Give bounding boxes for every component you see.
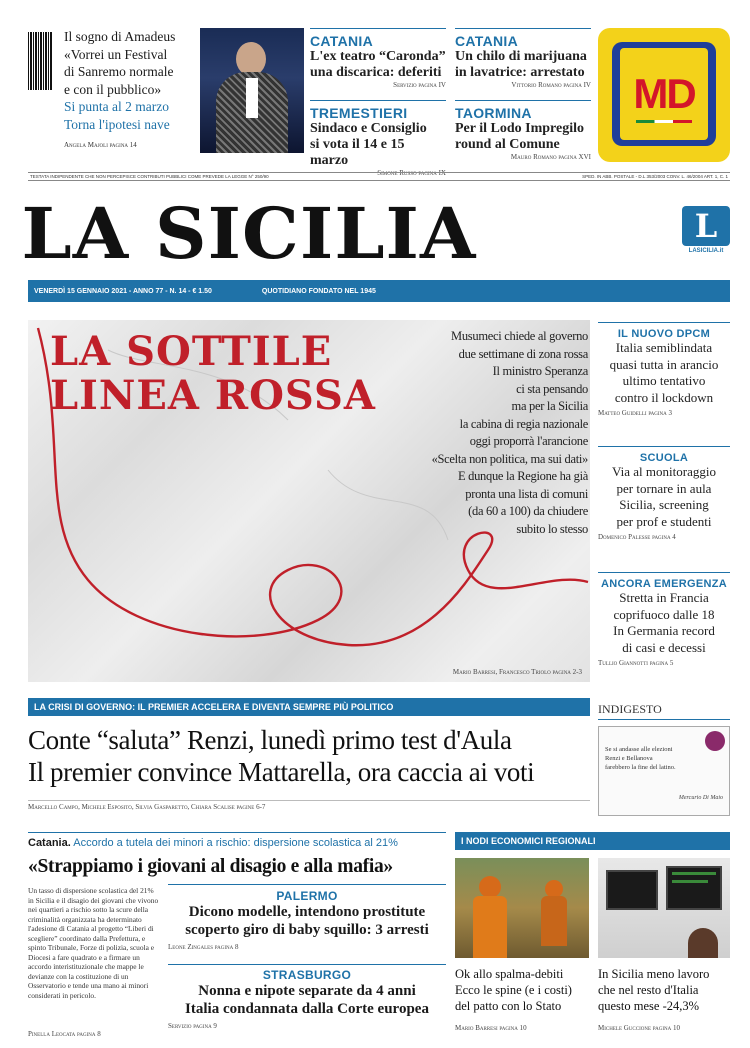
palermo-page: pagina 8 <box>214 943 239 951</box>
strasburgo-headline-2: Italia condannata dalla Corte europea <box>185 1001 429 1017</box>
teaser-line: Si punta al 2 marzo <box>64 99 169 114</box>
lead-body-line: la cabina di regia nazionale <box>459 416 588 431</box>
side-kicker: SCUOLA <box>639 452 689 464</box>
teaser-page: pagina IX <box>418 169 446 177</box>
side-line: Sicilia, screening <box>619 497 709 512</box>
teaser-page: pagina IV <box>418 81 446 89</box>
teaser-page: pagina XVI <box>558 153 591 161</box>
econ-section-bar: I NODI ECONOMICI REGIONALI <box>455 832 730 850</box>
side-line: di casi e decessi <box>622 639 706 655</box>
lead-body-line: ci sta pensando <box>516 381 588 396</box>
lead-body-line: due settimane di zona rossa <box>458 346 588 361</box>
lead-body-line: subito lo stesso <box>516 521 588 536</box>
econ-line: che nel resto d'Italia <box>598 983 699 997</box>
teaser-byline: Mauro Romano <box>510 153 557 161</box>
side-page: pagina 5 <box>649 659 674 667</box>
teaser-line: Il sogno di Amadeus <box>64 29 176 44</box>
econ-story-jobs[interactable] <box>598 966 730 1032</box>
econ-photo-office <box>598 858 730 958</box>
teaser-page: pagina IV <box>563 81 591 89</box>
side-line: per tornare in aula <box>616 480 712 496</box>
palermo-story[interactable] <box>168 884 446 951</box>
lead-body-line: (da 60 a 100) da chiudere <box>468 504 588 518</box>
indigesto-icon <box>705 731 725 751</box>
side-emergenza[interactable] <box>598 572 730 667</box>
side-byline: Domenico Palesse <box>598 533 651 541</box>
indigesto-source: Mercurio Di Maio <box>678 795 723 801</box>
lead-body-line: Il ministro Speranza <box>492 364 588 378</box>
teaser-byline: Servizio <box>393 81 417 89</box>
palermo-byline: Leone Zingales <box>168 943 214 951</box>
lead-body-line: E dunque la Regione ha già <box>457 469 588 483</box>
teaser-amadeus[interactable] <box>64 28 200 155</box>
side-page: pagina 3 <box>648 409 673 417</box>
catania-byline: Pinella Leocata <box>28 1030 76 1038</box>
econ-byline: Michele Guccione <box>598 1024 652 1032</box>
teaser-catania-2[interactable] <box>455 28 591 89</box>
palermo-headline-1: Dicono modelle, intendono prostitute <box>188 904 426 920</box>
amadeus-photo <box>200 28 304 153</box>
teaser-headline: Un chilo di marijuana <box>455 49 587 64</box>
strasburgo-page: pagina 9 <box>193 1022 217 1030</box>
teaser-headline: L'ex teatro “Caronda” <box>310 49 446 64</box>
masthead-title: LA SICILIA <box>21 192 477 275</box>
teaser-headline: round al Comune <box>455 137 560 152</box>
indigesto-box[interactable] <box>598 702 730 816</box>
side-line: ultimo tentativo <box>622 373 706 388</box>
side-kicker: ANCORA EMERGENZA <box>600 578 727 590</box>
side-line: Stretta in Francia <box>619 590 709 605</box>
crisis-headline-1: Conte “saluta” Renzi, lunedì primo test d'Aula <box>28 725 512 755</box>
teaser-line: e con il pubblico» <box>64 81 162 97</box>
teaser-kicker: TREMESTIERI <box>310 105 408 121</box>
catania-kicker: Catania. <box>28 837 71 849</box>
side-byline: Matteo Guidelli <box>598 409 647 417</box>
lead-title-line-1: LA SOTTILE <box>50 328 333 375</box>
side-scuola[interactable] <box>598 446 730 541</box>
teaser-headline: Sindaco e Consiglio <box>310 121 427 136</box>
side-line: per prof e studenti <box>616 513 712 529</box>
econ-line: Ok allo spalma-debiti <box>455 967 564 981</box>
econ-photo-firefighters <box>455 858 589 958</box>
econ-line: questo mese -24,3% <box>598 999 700 1013</box>
strasburgo-byline: Servizio <box>168 1022 192 1030</box>
indigesto-quote-line: farebbero la fine del latino. <box>605 764 676 771</box>
econ-story-debts[interactable] <box>455 966 589 1032</box>
indigesto-quote-line: Renzi e Bellanova <box>605 755 653 762</box>
dateline-center: QUOTIDIANO FONDATO NEL 1945 <box>261 287 376 295</box>
teaser-page: pagina 14 <box>109 141 137 149</box>
dateline-bar <box>28 280 730 302</box>
econ-line: del patto con lo Stato <box>455 999 562 1013</box>
catania-page: pagina 8 <box>77 1030 101 1038</box>
dateline-left: VENERDÌ 15 GENNAIO 2021 - ANNO 77 - N. 14 - € 1.50 <box>34 287 212 295</box>
catania-story[interactable] <box>28 832 446 880</box>
teaser-byline: Angela Majoli <box>64 141 108 149</box>
legal-strip-right: SPED. IN ABB. POSTALE - D.L 353/2003 CONV. L. 46/2004 ART. 1, C. 1 <box>582 174 728 179</box>
teaser-line: di Sanremo normale <box>64 64 174 79</box>
teaser-catania-1[interactable] <box>310 28 446 89</box>
palermo-headline-2: scoperto giro di baby squillo: 3 arresti <box>185 922 429 938</box>
side-line: Italia semiblindata <box>615 340 713 355</box>
lead-body-line: oggi proporrà l'arancione <box>469 434 588 448</box>
legal-strip <box>28 172 730 181</box>
econ-page: pagina 10 <box>499 1024 527 1032</box>
teaser-byline: Simone Russo <box>377 169 417 177</box>
teaser-taormina[interactable] <box>455 100 591 161</box>
teaser-line: «Vorrei un Festival <box>64 46 168 62</box>
md-logo-text: MD <box>633 70 695 117</box>
strasburgo-headline-1: Nonna e nipote separate da 4 anni <box>198 983 416 999</box>
crisis-page: pagine 6-7 <box>236 803 266 811</box>
strasburgo-story[interactable] <box>168 964 446 1030</box>
palermo-kicker: PALERMO <box>276 889 338 903</box>
side-page: pagina 4 <box>652 533 676 541</box>
side-line: contro il lockdown <box>614 389 714 405</box>
teaser-kicker: TAORMINA <box>455 105 532 121</box>
crisis-headline-2: Il premier convince Mattarella, ora caccia ai voti <box>28 757 535 787</box>
catania-summary: Accordo a tutela dei minori a rischio: dispersione scolastica al 21% <box>73 837 398 849</box>
lead-body-line: pronta una lista di comuni <box>465 486 588 501</box>
crisis-byline: Marcello Campo, Michele Esposito, Silvia Gasparetto, Chiara Scalise <box>28 803 235 811</box>
teaser-headline: in lavatrice: arrestato <box>455 65 585 80</box>
crisis-story[interactable] <box>28 724 590 811</box>
side-line: Via al monitoraggio <box>612 464 716 479</box>
teaser-kicker: CATANIA <box>310 33 374 49</box>
lead-story[interactable] <box>28 320 590 682</box>
masthead-logo[interactable] <box>682 206 730 262</box>
lead-title-line-2: LINEA ROSSA <box>50 372 376 419</box>
side-kicker: IL NUOVO DPCM <box>617 328 711 340</box>
lead-body <box>388 328 588 538</box>
logo-letter: L <box>682 206 730 246</box>
teaser-byline: Vittorio Romano <box>511 81 562 89</box>
side-dpcm[interactable] <box>598 322 730 417</box>
crisis-section-bar: LA CRISI DI GOVERNO: IL PREMIER ACCELERA E DIVENTA SEMPRE PIÙ POLITICO <box>28 698 590 716</box>
econ-line: Ecco le spine (e i costi) <box>455 983 572 997</box>
side-line: In Germania record <box>613 623 715 638</box>
lead-body-line: Musumeci chiede al governo <box>451 329 588 343</box>
lead-page: pagina 2-3 <box>552 668 582 676</box>
lead-byline: Mario Barresi, Francesco Triolo <box>452 668 551 676</box>
teaser-headline: una discarica: deferiti <box>310 65 442 80</box>
econ-page: pagina 10 <box>652 1024 680 1032</box>
catania-body: Un tasso di dispersione scolastica del 21% in Sicilia e il disagio dei giovani che vivono nei quartieri a rischio sotto la scure della criminalità organizzata ha determinato l'adesione di Catania al progetto “Liberi di scegliere” coordinato dalla Prefettura, e spinto Tribunale, Forze di polizia, scuola e Diocesi a fare quadrato e a firmare un accordo interistituzionale che mappe le devianze con la costituzione di un Osservatorio e tende una mano ai minori considerati in pericolo. <box>28 886 159 1000</box>
teaser-line: Torna l'ipotesi nave <box>64 116 170 132</box>
side-line: coprifuoco dalle 18 <box>613 606 715 622</box>
indigesto-quote-line: Se si andasse alle elezioni <box>605 746 673 753</box>
md-advertisement[interactable] <box>598 28 730 162</box>
teaser-headline: si vota il 14 e 15 marzo <box>310 137 405 168</box>
teaser-headline: Per il Lodo Impregilo <box>455 121 584 136</box>
teaser-kicker: CATANIA <box>455 33 519 49</box>
econ-byline: Mario Barresi <box>455 1024 498 1032</box>
lead-body-line: «Scelta non politica, ma sui dati» <box>431 451 588 466</box>
indigesto-label: INDIGESTO <box>598 702 730 720</box>
econ-line: In Sicilia meno lavoro <box>598 967 710 981</box>
side-line: quasi tutta in arancio <box>609 356 719 372</box>
catania-headline: «Strappiamo i giovani al disagio e alla mafia» <box>28 856 393 877</box>
side-byline: Tullio Giannotti <box>598 659 648 667</box>
lead-body-line: ma per la Sicilia <box>511 399 588 413</box>
teaser-tremestieri[interactable] <box>310 100 446 177</box>
strasburgo-kicker: STRASBURGO <box>262 968 352 982</box>
legal-strip-left: TESTATA INDIPENDENTE CHE NON PERCEPISCE CONTRIBUTI PUBBLICI COME PREVEDE LA LEGGE N° 250/90 <box>30 174 269 179</box>
barcode <box>28 32 52 90</box>
logo-url: LASICILIA.it <box>688 248 724 254</box>
